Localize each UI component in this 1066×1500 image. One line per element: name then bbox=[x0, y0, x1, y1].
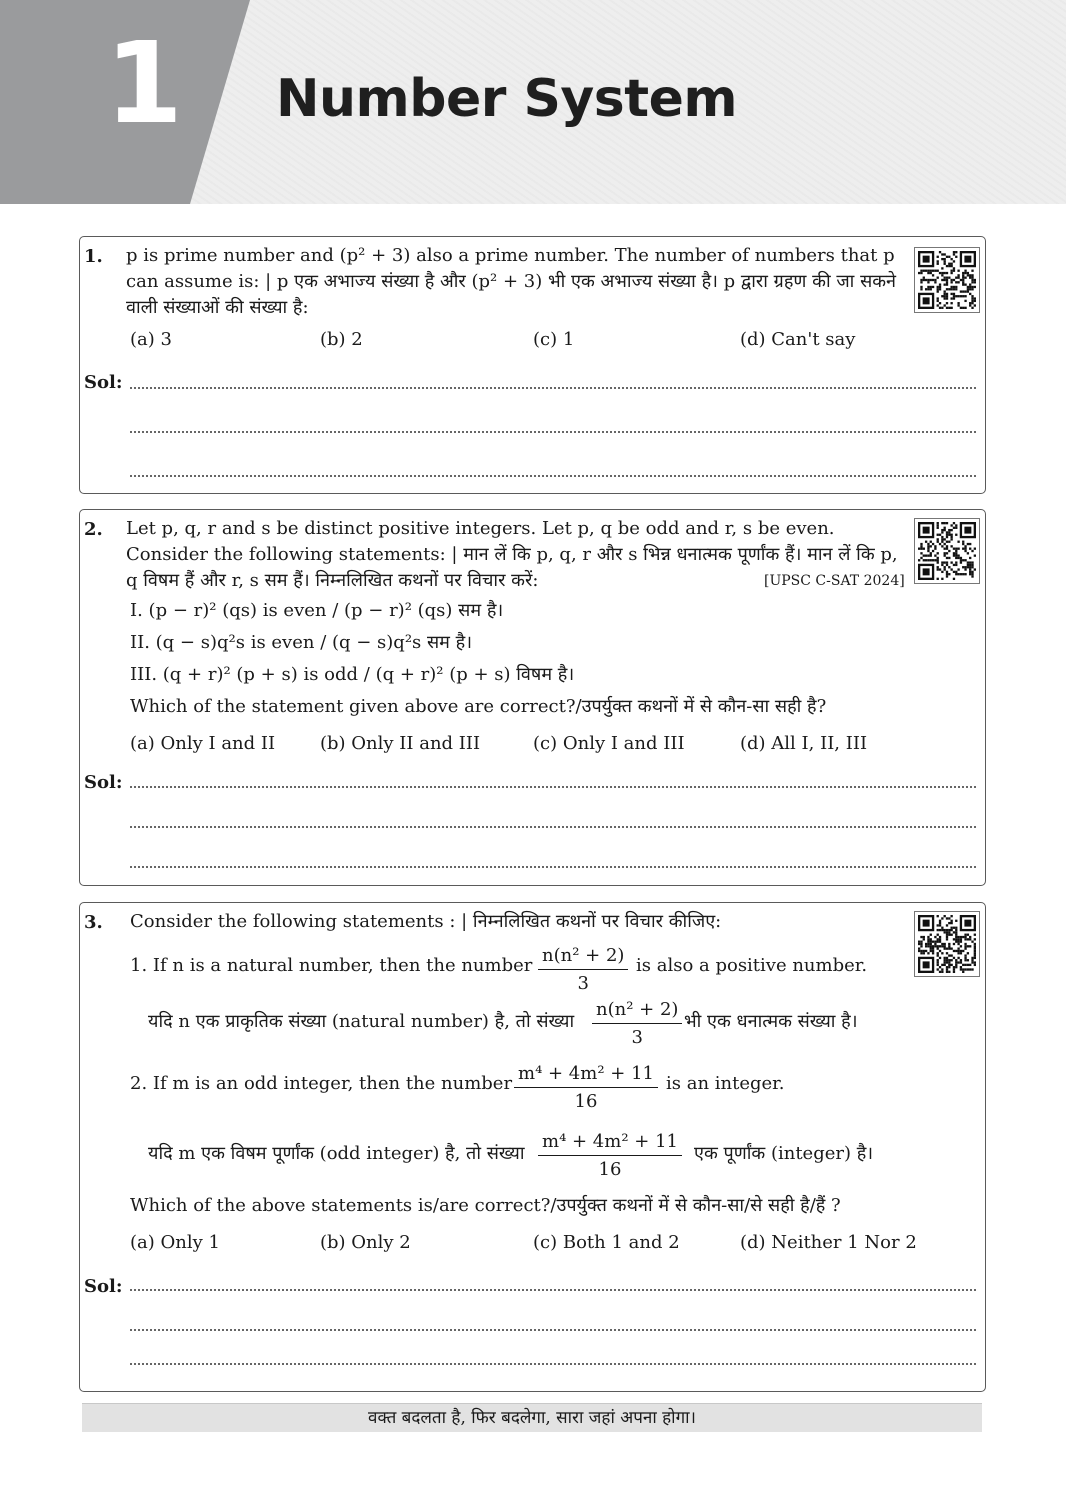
option-d[interactable]: (d) All I, II, III bbox=[740, 733, 868, 754]
question-box-2 bbox=[79, 509, 986, 886]
solution-line bbox=[130, 387, 976, 389]
option-a[interactable]: (a) Only 1 bbox=[130, 1232, 220, 1253]
question-number: 1. bbox=[84, 246, 103, 267]
solution-line bbox=[130, 1289, 976, 1291]
option-b[interactable]: (b) Only II and III bbox=[320, 733, 481, 754]
fraction-denominator: 3 bbox=[577, 973, 589, 994]
solution-line bbox=[130, 1363, 976, 1365]
fraction-m-expression bbox=[514, 1063, 658, 1113]
exam-source-tag: [UPSC C-SAT 2024] bbox=[764, 573, 905, 589]
statement-2-en-tail: is an integer. bbox=[666, 1073, 785, 1094]
solution-line bbox=[130, 1329, 976, 1331]
solution-label: Sol: bbox=[84, 772, 123, 793]
question-box-3 bbox=[79, 902, 986, 1392]
question-text: Consider the following statements : | निम्नलिखित कथनों पर विचार कीजिए: bbox=[130, 911, 722, 932]
fraction-numerator: m⁴ + 4m² + 11 bbox=[538, 1131, 682, 1156]
option-a[interactable]: (a) Only I and II bbox=[130, 733, 276, 754]
statement-2-hi: यदि m एक विषम पूर्णांक (odd integer) है, तो संख्या bbox=[148, 1143, 525, 1164]
fraction-n-expression bbox=[592, 999, 682, 1049]
question-prompt: Which of the above statements is/are correct?/उपर्युक्त कथनों में से कौन-सा/से सही है/हैं ? bbox=[130, 1195, 841, 1216]
footer-motto: वक्त बदलता है, फिर बदलेगा, सारा जहां अपना होगा। bbox=[82, 1403, 982, 1432]
fraction-denominator: 16 bbox=[574, 1091, 598, 1112]
solution-label: Sol: bbox=[84, 1276, 123, 1297]
statement-1-hi-tail: भी एक धनात्मक संख्या है। bbox=[684, 1011, 858, 1032]
statement-2-hi-tail: एक पूर्णांक (integer) है। bbox=[694, 1143, 874, 1164]
fraction-n-expression bbox=[538, 945, 628, 995]
chapter-title: Number System bbox=[276, 69, 738, 129]
qr-code-icon[interactable] bbox=[914, 247, 980, 313]
option-c[interactable]: (c) Only I and III bbox=[533, 733, 685, 754]
chapter-number: 1 bbox=[105, 19, 183, 149]
option-c[interactable]: (c) Both 1 and 2 bbox=[533, 1232, 680, 1253]
fraction-numerator: n(n² + 2) bbox=[538, 945, 628, 970]
question-box-1 bbox=[79, 236, 986, 494]
question-text: Let p, q, r and s be distinct positive integers. Let p, q be odd and r, s be even. Consider the following statements: | मान लें कि p, q, r और s भिन्न धनात्मक पूर्णांक हैं। मान लें कि p, q विषम हैं और r, s सम हैं। निम्नलिखित कथनों पर विचार करें: bbox=[126, 518, 898, 591]
option-d[interactable]: (d) Can't say bbox=[740, 329, 856, 350]
solution-line bbox=[130, 866, 976, 868]
statement-3: III. (q + r)² (p + s) is odd / (q + r)² (p + s) विषम है। bbox=[130, 664, 575, 685]
option-c[interactable]: (c) 1 bbox=[533, 329, 575, 350]
question-number: 3. bbox=[84, 912, 103, 933]
statement-1-en-tail: is also a positive number. bbox=[636, 955, 868, 976]
solution-line bbox=[130, 786, 976, 788]
option-a[interactable]: (a) 3 bbox=[130, 329, 172, 350]
qr-code-icon[interactable] bbox=[914, 911, 980, 977]
option-d[interactable]: (d) Neither 1 Nor 2 bbox=[740, 1232, 917, 1253]
qr-code-icon[interactable] bbox=[914, 518, 980, 584]
statement-1-en: 1. If n is a natural number, then the number bbox=[130, 955, 533, 976]
statement-1-hi: यदि n एक प्राकृतिक संख्या (natural number) है, तो संख्या bbox=[148, 1011, 575, 1032]
solution-line bbox=[130, 475, 976, 477]
solution-line bbox=[130, 431, 976, 433]
question-number: 2. bbox=[84, 519, 103, 540]
statement-1: I. (p − r)² (qs) is even / (p − r)² (qs) सम है। bbox=[130, 600, 504, 621]
fraction-numerator: m⁴ + 4m² + 11 bbox=[514, 1063, 658, 1088]
question-text: p is prime number and (p² + 3) also a prime number. The number of numbers that p can assume is: | p एक अभाज्य संख्या है और (p² + 3) भी एक अभाज्य संख्या है। p द्वारा ग्रहण की जा सकने वाली संख्याओं की संख्या है: bbox=[126, 245, 897, 318]
question-prompt: Which of the statement given above are correct?/उपर्युक्त कथनों में से कौन-सा सही है? bbox=[130, 696, 827, 717]
statement-2-en: 2. If m is an odd integer, then the number bbox=[130, 1073, 513, 1094]
fraction-numerator: n(n² + 2) bbox=[592, 999, 682, 1024]
fraction-denominator: 16 bbox=[598, 1159, 622, 1180]
chapter-header bbox=[0, 0, 1066, 204]
option-b[interactable]: (b) Only 2 bbox=[320, 1232, 411, 1253]
option-b[interactable]: (b) 2 bbox=[320, 329, 363, 350]
solution-label: Sol: bbox=[84, 372, 123, 393]
statement-2: II. (q − s)q²s is even / (q − s)q²s सम है। bbox=[130, 632, 473, 653]
fraction-denominator: 3 bbox=[631, 1027, 643, 1048]
fraction-m-expression bbox=[538, 1131, 682, 1181]
solution-line bbox=[130, 826, 976, 828]
